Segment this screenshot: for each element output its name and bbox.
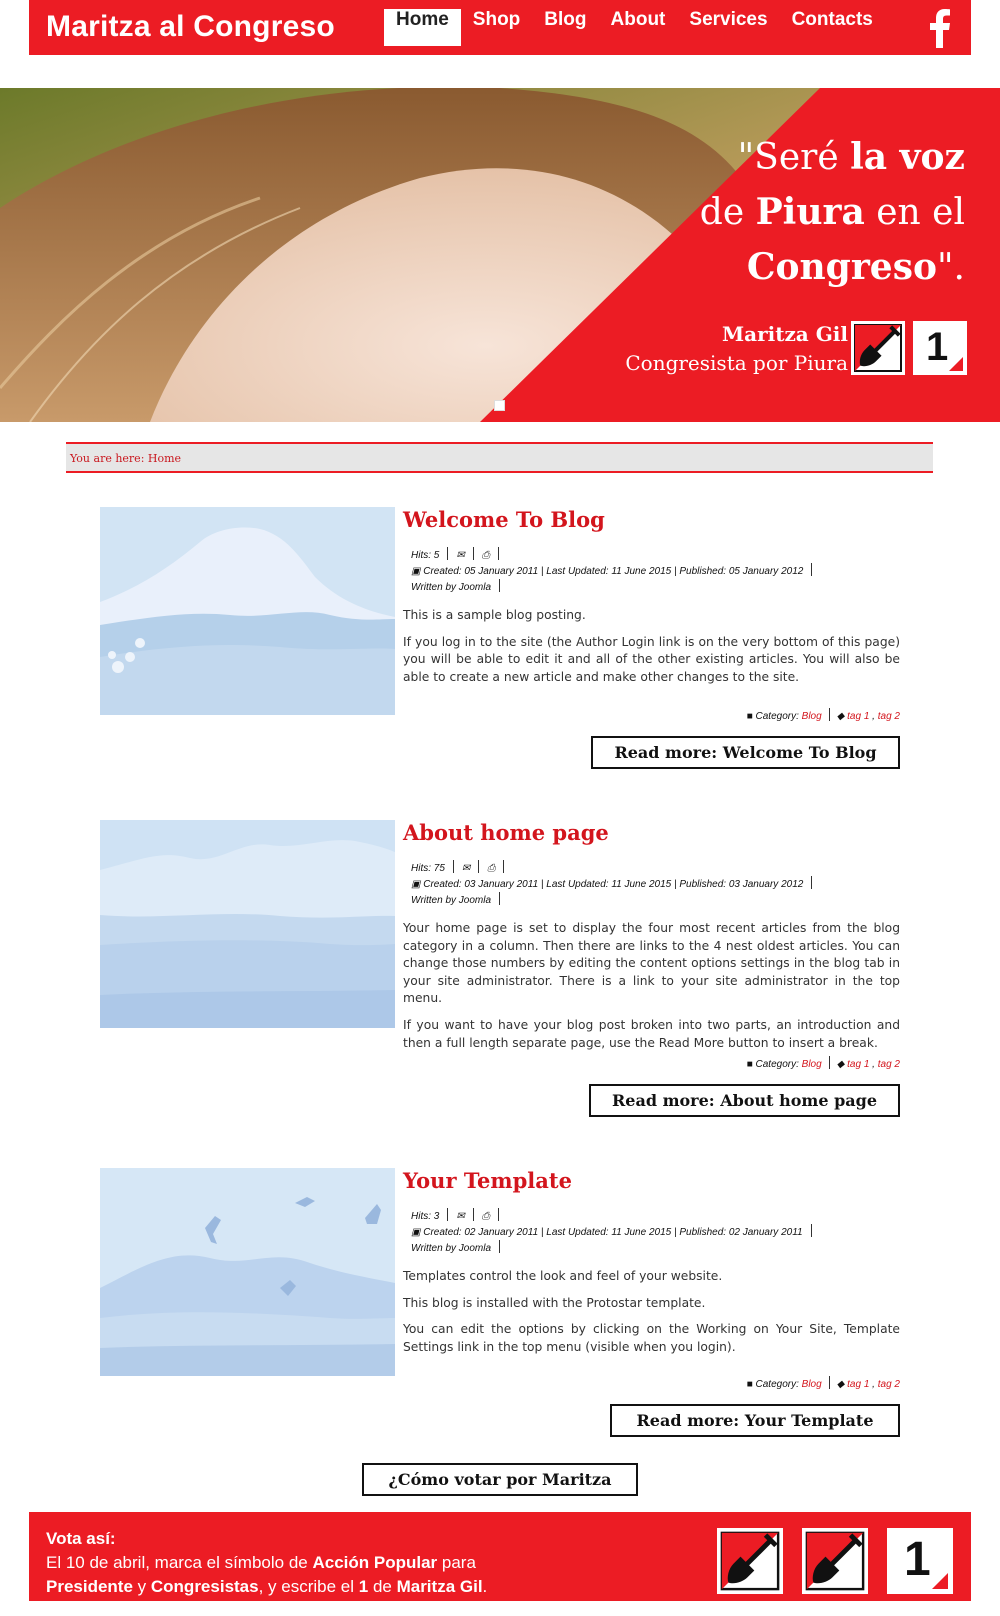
ballot-number-badge — [913, 321, 967, 375]
article-paragraph: You can edit the options by clicking on the Working on Your Site, Template Settings link in the top menu (visible when you login). — [403, 1322, 900, 1354]
email-icon[interactable]: ✉ — [456, 1211, 465, 1222]
article-thumbnail[interactable] — [100, 1168, 395, 1376]
read-more-button[interactable]: Read more: Your Template — [610, 1404, 900, 1437]
article-body — [403, 920, 900, 1061]
hero-signature — [625, 320, 848, 378]
read-more-button[interactable]: Read more: Welcome To Blog — [591, 736, 900, 769]
category-link[interactable]: Blog — [801, 711, 822, 722]
article-title[interactable]: Your Template — [403, 1168, 572, 1193]
author-text: Written by Joomla — [411, 1243, 492, 1254]
article-dates — [411, 563, 820, 580]
dates-text: Created: 05 January 2011 | Last Updated: 11 June 2015 | Published: 05 January 2012 — [423, 566, 804, 577]
accion-popular-logo — [802, 1528, 868, 1594]
footer-emphasis: Acción Popular — [312, 1553, 438, 1572]
folder-icon: ■ — [746, 711, 753, 722]
article-taxonomy: ■ Category: Blog ◆ tag 1 , tag 2 — [747, 1056, 900, 1072]
tag-icon: ◆ — [836, 711, 845, 722]
nav-blog[interactable]: Blog — [544, 9, 587, 30]
article-meta — [411, 1208, 507, 1225]
hero-banner — [0, 88, 1000, 422]
nav-about[interactable]: About — [610, 9, 666, 30]
slider-dot[interactable] — [494, 400, 505, 411]
nav-services[interactable]: Services — [689, 9, 768, 30]
read-more-button[interactable]: Read more: About home page — [589, 1084, 900, 1117]
nav-contacts[interactable]: Contacts — [791, 9, 873, 30]
candidate-role: Congresista por Piura — [625, 351, 848, 375]
main-nav — [384, 9, 885, 46]
author-text: Written by Joomla — [411, 582, 492, 593]
tag-icon: ◆ — [836, 1379, 845, 1390]
article-title[interactable]: About home page — [403, 820, 609, 845]
badge-corner — [932, 1573, 948, 1589]
article-paragraph: If you want to have your blog post broken into two parts, an introduction and then a full length separate page, use the Read More button to insert a break. — [403, 1017, 900, 1050]
facebook-icon[interactable] — [925, 8, 953, 48]
tag-link[interactable]: tag 2 — [877, 1059, 900, 1070]
folder-icon: ■ — [746, 1379, 753, 1390]
footer-heading: Vota así: — [46, 1529, 116, 1548]
article-body — [403, 1268, 900, 1365]
nav-shop[interactable]: Shop — [472, 9, 521, 30]
print-icon[interactable]: ⎙ — [487, 863, 496, 874]
quote-text: de — [699, 192, 756, 233]
article-author — [411, 1240, 508, 1257]
footer-emphasis: Congresistas — [150, 1577, 259, 1596]
footer-text: El 10 de abril, marca el símbolo de — [46, 1553, 313, 1572]
print-icon[interactable]: ⎙ — [481, 550, 490, 561]
quote-text: "Seré — [737, 137, 851, 178]
dates-text: Created: 02 January 2011 | Last Updated: 11 June 2015 | Published: 02 January 2011 — [423, 1227, 803, 1238]
article-item — [100, 1168, 900, 1438]
calendar-icon: ▣ — [411, 1227, 421, 1238]
article-paragraph: Templates control the look and feel of your website. — [403, 1269, 723, 1283]
breadcrumb: You are here: Home — [66, 442, 933, 473]
badge-corner — [949, 357, 963, 371]
footer-emphasis: Presidente — [46, 1577, 133, 1596]
author-text: Written by Joomla — [411, 895, 492, 906]
print-icon[interactable]: ⎙ — [481, 1211, 490, 1222]
hits-count: Hits: 75 — [411, 863, 445, 874]
calendar-icon: ▣ — [411, 566, 421, 577]
category-link[interactable]: Blog — [801, 1379, 822, 1390]
quote-emphasis: la voz — [850, 136, 965, 178]
article-body — [403, 607, 900, 695]
ballot-number-badge — [887, 1528, 953, 1594]
article-item — [100, 507, 900, 769]
tag-link[interactable]: tag 1 — [847, 711, 870, 722]
tag-link[interactable]: tag 1 — [847, 1379, 870, 1390]
article-author — [411, 579, 508, 596]
category-link[interactable]: Blog — [801, 1059, 822, 1070]
article-author — [411, 892, 508, 909]
email-icon[interactable]: ✉ — [456, 550, 465, 561]
hits-count: Hits: 3 — [411, 1211, 440, 1222]
how-to-vote-button[interactable]: ¿Cómo votar por Maritza — [362, 1463, 638, 1496]
article-paragraph: If you log in to the site (the Author Login link is on the very bottom of this page) you will be able to edit it and all of the other existing articles. You will also be able to create a new article and make other changes to the site. — [403, 634, 900, 684]
article-item — [100, 820, 900, 1120]
candidate-name: Maritza Gil — [721, 322, 848, 346]
tag-link[interactable]: tag 2 — [877, 1379, 900, 1390]
accion-popular-logo — [851, 321, 905, 375]
article-paragraph: This blog is installed with the Protostar template. — [403, 1295, 706, 1310]
article-paragraph: Your home page is set to display the four most recent articles from the blog category in a column. Then there are links to the 4 nest oldest articles. You can change those numbers by editing the content options settings in the blog tab in your site administrator. There is a link to your site administrator in the top menu. — [403, 921, 900, 1006]
footer-emphasis: Maritza Gil — [396, 1577, 483, 1596]
footer-banner — [29, 1512, 971, 1601]
footer-text: para — [437, 1553, 476, 1572]
footer-text: . — [482, 1577, 488, 1596]
article-title[interactable]: Welcome To Blog — [403, 507, 605, 532]
category-label: Category: — [755, 711, 802, 722]
tag-link[interactable]: tag 1 — [847, 1059, 870, 1070]
email-icon[interactable]: ✉ — [461, 863, 471, 874]
article-paragraph: This is a sample blog posting. — [403, 608, 586, 622]
dates-text: Created: 03 January 2011 | Last Updated: 11 June 2015 | Published: 03 January 2012 — [423, 879, 804, 890]
quote-text: ". — [936, 247, 965, 288]
article-dates — [411, 876, 820, 893]
footer-emphasis: 1 — [358, 1577, 369, 1596]
article-taxonomy: ■ Category: Blog ◆ tag 1 , tag 2 — [747, 708, 900, 724]
top-navbar — [29, 0, 971, 55]
tag-link[interactable]: tag 2 — [877, 711, 900, 722]
nav-home[interactable]: Home — [384, 9, 461, 46]
category-label: Category: — [755, 1379, 802, 1390]
quote-emphasis: Piura — [755, 191, 865, 233]
article-meta — [411, 860, 512, 877]
article-thumbnail[interactable] — [100, 507, 395, 715]
quote-text: en el — [864, 192, 965, 233]
hero-quote — [700, 130, 965, 295]
footer-text: y — [132, 1577, 151, 1596]
ballot-number: 1 — [904, 1533, 931, 1586]
category-label: Category: — [755, 1059, 802, 1070]
footer-text: de — [368, 1577, 397, 1596]
footer-text: , y escribe el — [258, 1577, 359, 1596]
article-dates — [411, 1224, 820, 1241]
ballot-number: 1 — [926, 325, 949, 369]
calendar-icon: ▣ — [411, 879, 421, 890]
accion-popular-logo — [717, 1528, 783, 1594]
article-taxonomy: ■ Category: Blog ◆ tag 1 , tag 2 — [747, 1376, 900, 1392]
quote-emphasis: Congreso — [746, 246, 937, 288]
tag-icon: ◆ — [836, 1059, 845, 1070]
folder-icon: ■ — [746, 1059, 753, 1070]
article-meta — [411, 547, 507, 564]
article-thumbnail[interactable] — [100, 820, 395, 1028]
site-brand[interactable]: Maritza al Congreso — [46, 10, 335, 43]
hits-count: Hits: 5 — [411, 550, 440, 561]
